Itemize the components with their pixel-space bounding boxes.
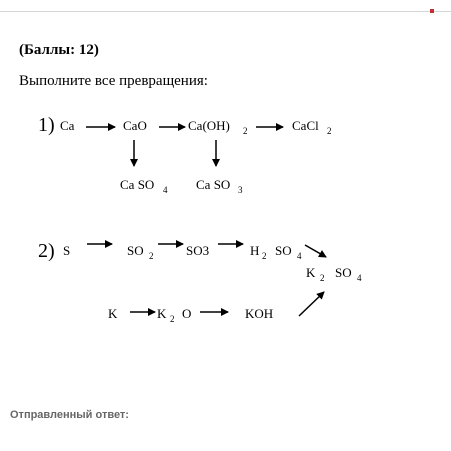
- formula-cacl2: CaCl: [292, 118, 319, 133]
- formula-k2so4-k: K: [306, 265, 316, 280]
- formula-caoh2-subscript: 2: [243, 126, 248, 136]
- formula-so2: SO: [127, 243, 144, 258]
- formula-so3: SO3: [186, 243, 210, 258]
- formula-so2-subscript: 2: [149, 251, 154, 261]
- formula-h2so4-h: H: [250, 243, 260, 258]
- formula-cao: CaO: [123, 118, 147, 133]
- formula-caso3-subscript: 3: [238, 185, 243, 195]
- formula-k2o-o: O: [182, 306, 192, 321]
- formula-caso4-subscript: 4: [163, 185, 168, 195]
- submitted-answer-label: Отправленный ответ:: [10, 409, 129, 421]
- arrow-h2so4-to-k2so4: [305, 245, 326, 257]
- scheme-1-number: 1): [38, 114, 55, 136]
- task-prompt: Выполните все превращения:: [19, 73, 208, 89]
- formula-ca: Ca: [60, 118, 75, 133]
- score-label: (Баллы: 12): [19, 42, 99, 58]
- arrow-koh-to-k2so4: [299, 292, 324, 316]
- formula-koh: KOH: [245, 306, 274, 321]
- formula-caso4: Ca SO: [120, 177, 155, 192]
- formula-k2so4-so: SO: [335, 265, 352, 280]
- formula-h2so4-so-subscript: 4: [297, 251, 302, 261]
- formula-k2o-subscript: 2: [170, 314, 175, 324]
- formula-k2so4-so-subscript: 4: [357, 273, 362, 283]
- formula-s: S: [63, 243, 71, 258]
- scheme-2-number: 2): [38, 240, 55, 262]
- formula-k2o-k: K: [157, 306, 167, 321]
- formula-k2so4-k-subscript: 2: [320, 273, 325, 283]
- formula-caso3: Ca SO: [196, 177, 231, 192]
- formula-h2so4-h-subscript: 2: [262, 251, 267, 261]
- formula-h2so4-so: SO: [275, 243, 292, 258]
- formula-cacl2-subscript: 2: [327, 126, 332, 136]
- formula-k: K: [108, 306, 118, 321]
- formula-caoh2: Ca(OH): [188, 118, 230, 133]
